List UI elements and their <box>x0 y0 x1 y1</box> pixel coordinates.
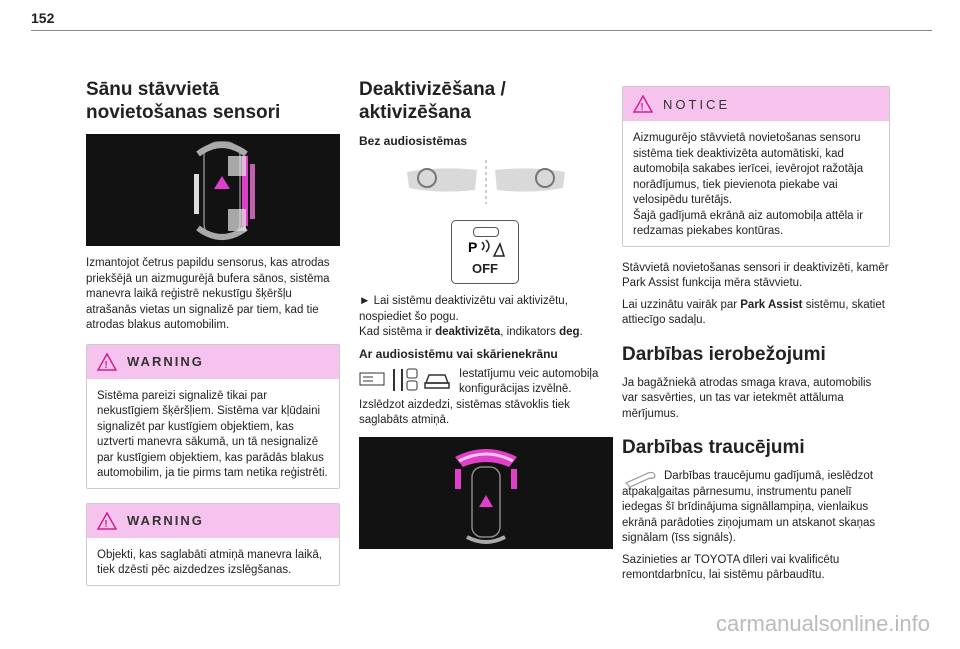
subtitle-without-audio: Bez audiosistēmas <box>359 134 468 148</box>
config-menu-text: Iestatījumu veic automobiļa konfigurācijas izvēlnē. <box>459 367 599 395</box>
section-title-deactivation: Deaktivizēšana / aktivizēšana <box>359 79 506 123</box>
subtitle-with-audio: Ar audiosistēmu vai skārienekrānu <box>359 346 558 361</box>
park-assist-more: Lai uzzinātu vairāk par Park Assist sistēmu, skatiet attiecīgo sadaļu. <box>622 298 885 326</box>
notice-triangle-icon <box>633 95 653 113</box>
parking-sensor-off-button <box>451 220 519 284</box>
section-title-faults: Darbības traucējumi <box>622 437 805 458</box>
car-settings-icon <box>423 369 451 391</box>
warning-label: WARNING <box>127 354 204 369</box>
off-label: OFF <box>472 261 498 276</box>
notice-box <box>622 86 890 247</box>
warning-box-2 <box>86 503 340 586</box>
side-sensors-illustration <box>86 134 340 246</box>
warning-triangle-icon <box>97 353 117 371</box>
svg-text:P: P <box>468 239 478 255</box>
warning-text-1: Sistēma pareizi signalizē tikai par nekustīgiem šķēršļiem. Sistēma var kļūdaini signalizēt par kustīgiem objektiem, kas uztverti manevra sākumā, un tā nesignalizē par kustīgiem objektiem, kas parādās blakus automobilim, ja tie pirms tam netika reģistrēti. <box>97 389 328 479</box>
svg-text:!: ! <box>640 102 646 113</box>
notice-text-2: Šajā gadījumā ekrānā aiz automobiļa attēla ir redzamas piekabes kontūras. <box>633 209 864 237</box>
watermark: carmanualsonline.info <box>715 611 930 636</box>
column-notice <box>622 86 890 590</box>
notice-label: NOTICE <box>663 96 731 112</box>
warning-triangle-icon <box>97 512 117 530</box>
section-title-limits: Darbības ierobežojumi <box>622 343 826 365</box>
column-deactivation <box>359 78 613 559</box>
warning-text-2: Objekti, kas saglabāti atmiņā manevra laikā, tiek dzēsti pēc aizdedzes izslēgšanas. <box>97 548 322 576</box>
faults-text-1: Darbības traucējumu gadījumā, ieslēdzot atpakaļgaitas pārnesumu, instrumentu panelī iedegas šī brīdinājuma signāllampiņa, vienlaikus ekrānā parādoties ziņojumam un atskanot skaņas signālam (īss signāls). <box>622 470 876 544</box>
side-sensors-intro: Izmantojot četrus papildu sensorus, kas atrodas priekšējā un aizmugurējā bufera sānos, sistēma manevra laikā reģistrē nekustīgu šķēršļu atrašanās vietas un signalizē par tiem, kad tie atrodas blakus automobilim. <box>86 257 330 331</box>
svg-text:!: ! <box>104 359 110 371</box>
config-icons <box>359 367 451 393</box>
settings-sliders-icon <box>389 367 419 393</box>
svg-text:!: ! <box>104 518 110 530</box>
deactivate-instruction: ► Lai sistēmu deaktivizētu vai aktivizētu, nospiediet šo pogu. Kad sistēma ir deaktivizēta, indikators deg. <box>359 295 583 338</box>
warning-label: WARNING <box>127 513 204 528</box>
section-title-side-sensors: Sānu stāvvietā novietošanas sensori <box>86 79 281 123</box>
page-number: 152 <box>31 10 55 26</box>
parking-sensor-icon <box>466 238 506 258</box>
column-side-sensors <box>86 78 340 600</box>
steering-diagram <box>359 154 613 212</box>
warning-box-1 <box>86 344 340 489</box>
parking-screen-illustration <box>359 437 613 549</box>
memory-text: Izslēdzot aizdedzi, sistēmas stāvoklis tiek saglabāts atmiņā. <box>359 398 570 426</box>
menu-icon <box>359 372 385 388</box>
park-assist-text: Stāvvietā novietošanas sensori ir deaktivizēti, kamēr Park Assist funkcija mēra stāvvietu. <box>622 261 889 289</box>
header-divider <box>31 30 932 31</box>
faults-text-2: Sazinieties ar TOYOTA dīleri vai kvalificētu remontdarbnīcu, lai sistēmu pārbaudītu. <box>622 553 840 581</box>
notice-text-1: Aizmugurējo stāvvietā novietošanas sensoru sistēma tiek deaktivizēta automātiski, kad automobiļa sakabes ierīcei, ievērojot ražotāja norādījumus, tiek pievienota piekabe vai velosipēdu turētājs. <box>633 132 864 206</box>
limits-text: Ja bagāžniekā atrodas smaga krava, automobilis var sasvērties, un tas var ietekmēt attāluma mērījumus. <box>622 376 872 420</box>
